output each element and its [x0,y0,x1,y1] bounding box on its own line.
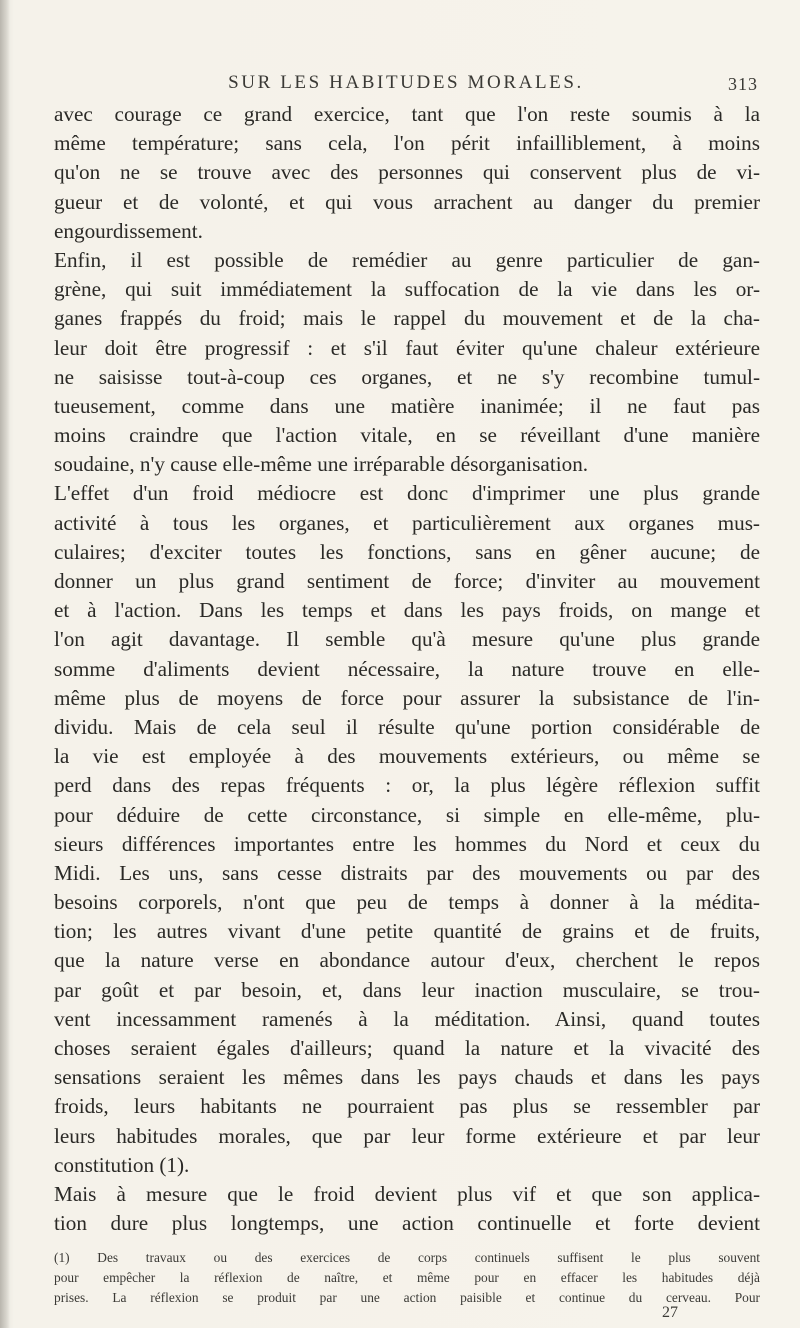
text-line: l'on agit davantage. Il semble qu'à mesure qu'une plus grande [54,627,760,652]
text-line: vent incessamment ramenés à la méditation. Ainsi, quand toutes [54,1006,760,1031]
text-line: ganes frappés du froid; mais le rappel du mouvement et de la cha- [54,306,760,331]
text-line: moins craindre que l'action vitale, en se réveillant d'une manière [54,423,760,448]
text-line: la vie est employée à des mouvements extérieurs, ou même se [54,744,760,769]
text-line: dividu. Mais de cela seul il résulte qu'une portion considérable de [54,714,760,739]
text-line: sensations seraient les mêmes dans les pays chauds et dans les pays [54,1065,760,1090]
text-line: constitution (1). [54,1152,190,1177]
text-line: leur doit être progressif : et s'il faut éviter qu'une chaleur extérieure [54,335,760,360]
running-title: SUR LES HABITUDES MORALES. [228,72,584,93]
text-line: Enfin, il est possible de remédier au genre particulier de gan- [54,247,760,272]
text-line: qu'on ne se trouve avec des personnes qui conservent plus de vi- [54,160,760,185]
text-line: et à l'action. Dans les temps et dans les pays froids, on mange et [54,598,760,623]
text-line: leurs habitudes morales, que par leur forme extérieure et par leur [54,1123,760,1148]
text-line: activité à tous les organes, et particulièrement aux organes mus- [54,510,760,535]
text-line: ne saisisse tout-à-coup ces organes, et ne s'y recombine tumul- [54,364,760,389]
text-line: Midi. Les uns, sans cesse distraits par des mouvements ou par des [54,860,760,885]
text-line: tueusement, comme dans une matière inanimée; il ne faut pas [54,393,760,418]
text-line: grène, qui suit immédiatement la suffocation de la vie dans les or- [54,277,760,302]
page-number: 313 [728,74,758,94]
text-line: sieurs différences importantes entre les hommes du Nord et ceux du [54,831,760,856]
text-line: que la nature verse en abondance autour d'eux, cherchent le repos [54,948,760,973]
text-line: tion; les autres vivant d'une petite quantité de grains et de fruits, [54,919,760,944]
text-line: L'effet d'un froid médiocre est donc d'imprimer une plus grande [54,481,760,506]
text-line: besoins corporels, n'ont que peu de temps à donner à la médita- [54,890,760,915]
signature-mark: 27 [662,1304,678,1321]
text-line: culaires; d'exciter toutes les fonctions, sans en gêner aucune; de [54,539,760,564]
footnote-line: (1) Des travaux ou des exercices de corps continuels suffisent le plus souvent [54,1250,760,1265]
text-line: Mais à mesure que le froid devient plus vif et que son applica- [54,1181,760,1206]
footnote-line: prises. La réflexion se produit par une action paisible et continue du cerveau. Pour [54,1290,760,1305]
text-line: même plus de moyens de force pour assurer la subsistance de l'in- [54,685,760,710]
text-line: gueur et de volonté, et qui vous arrachent au danger du premier [54,189,760,214]
running-head [0,72,800,102]
text-line: froids, leurs habitants ne pourraient pas plus se ressembler par [54,1094,760,1119]
body-text [54,100,760,1238]
text-line: choses seraient égales d'ailleurs; quand la nature et la vivacité des [54,1036,760,1060]
text-line: donner un plus grand sentiment de force; d'inviter au mouvement [54,569,760,593]
page-binding-shadow [0,0,10,1328]
text-line: somme d'aliments devient nécessaire, la nature trouve en elle- [54,656,760,681]
text-line: perd dans des repas fréquents : or, la plus légère réflexion suffit [54,773,760,798]
footnotes [54,1248,760,1308]
text-line: par goût et par besoin, et, dans leur inaction musculaire, se trou- [54,977,760,1002]
text-line: tion dure plus longtemps, une action continuelle et forte devient [54,1211,760,1236]
text-line: même température; sans cela, l'on périt infailliblement, à moins [54,131,760,156]
text-line: soudaine, n'y cause elle-même une irréparable désorganisation. [54,452,589,477]
text-line: pour déduire de cette circonstance, si simple en elle-même, plu- [54,802,760,827]
footnote-line: pour empêcher la réflexion de naître, et même pour en effacer les habitudes déjà [54,1270,760,1285]
text-line: engourdissement. [54,218,203,243]
text-line: avec courage ce grand exercice, tant que l'on reste soumis à la [54,102,760,126]
